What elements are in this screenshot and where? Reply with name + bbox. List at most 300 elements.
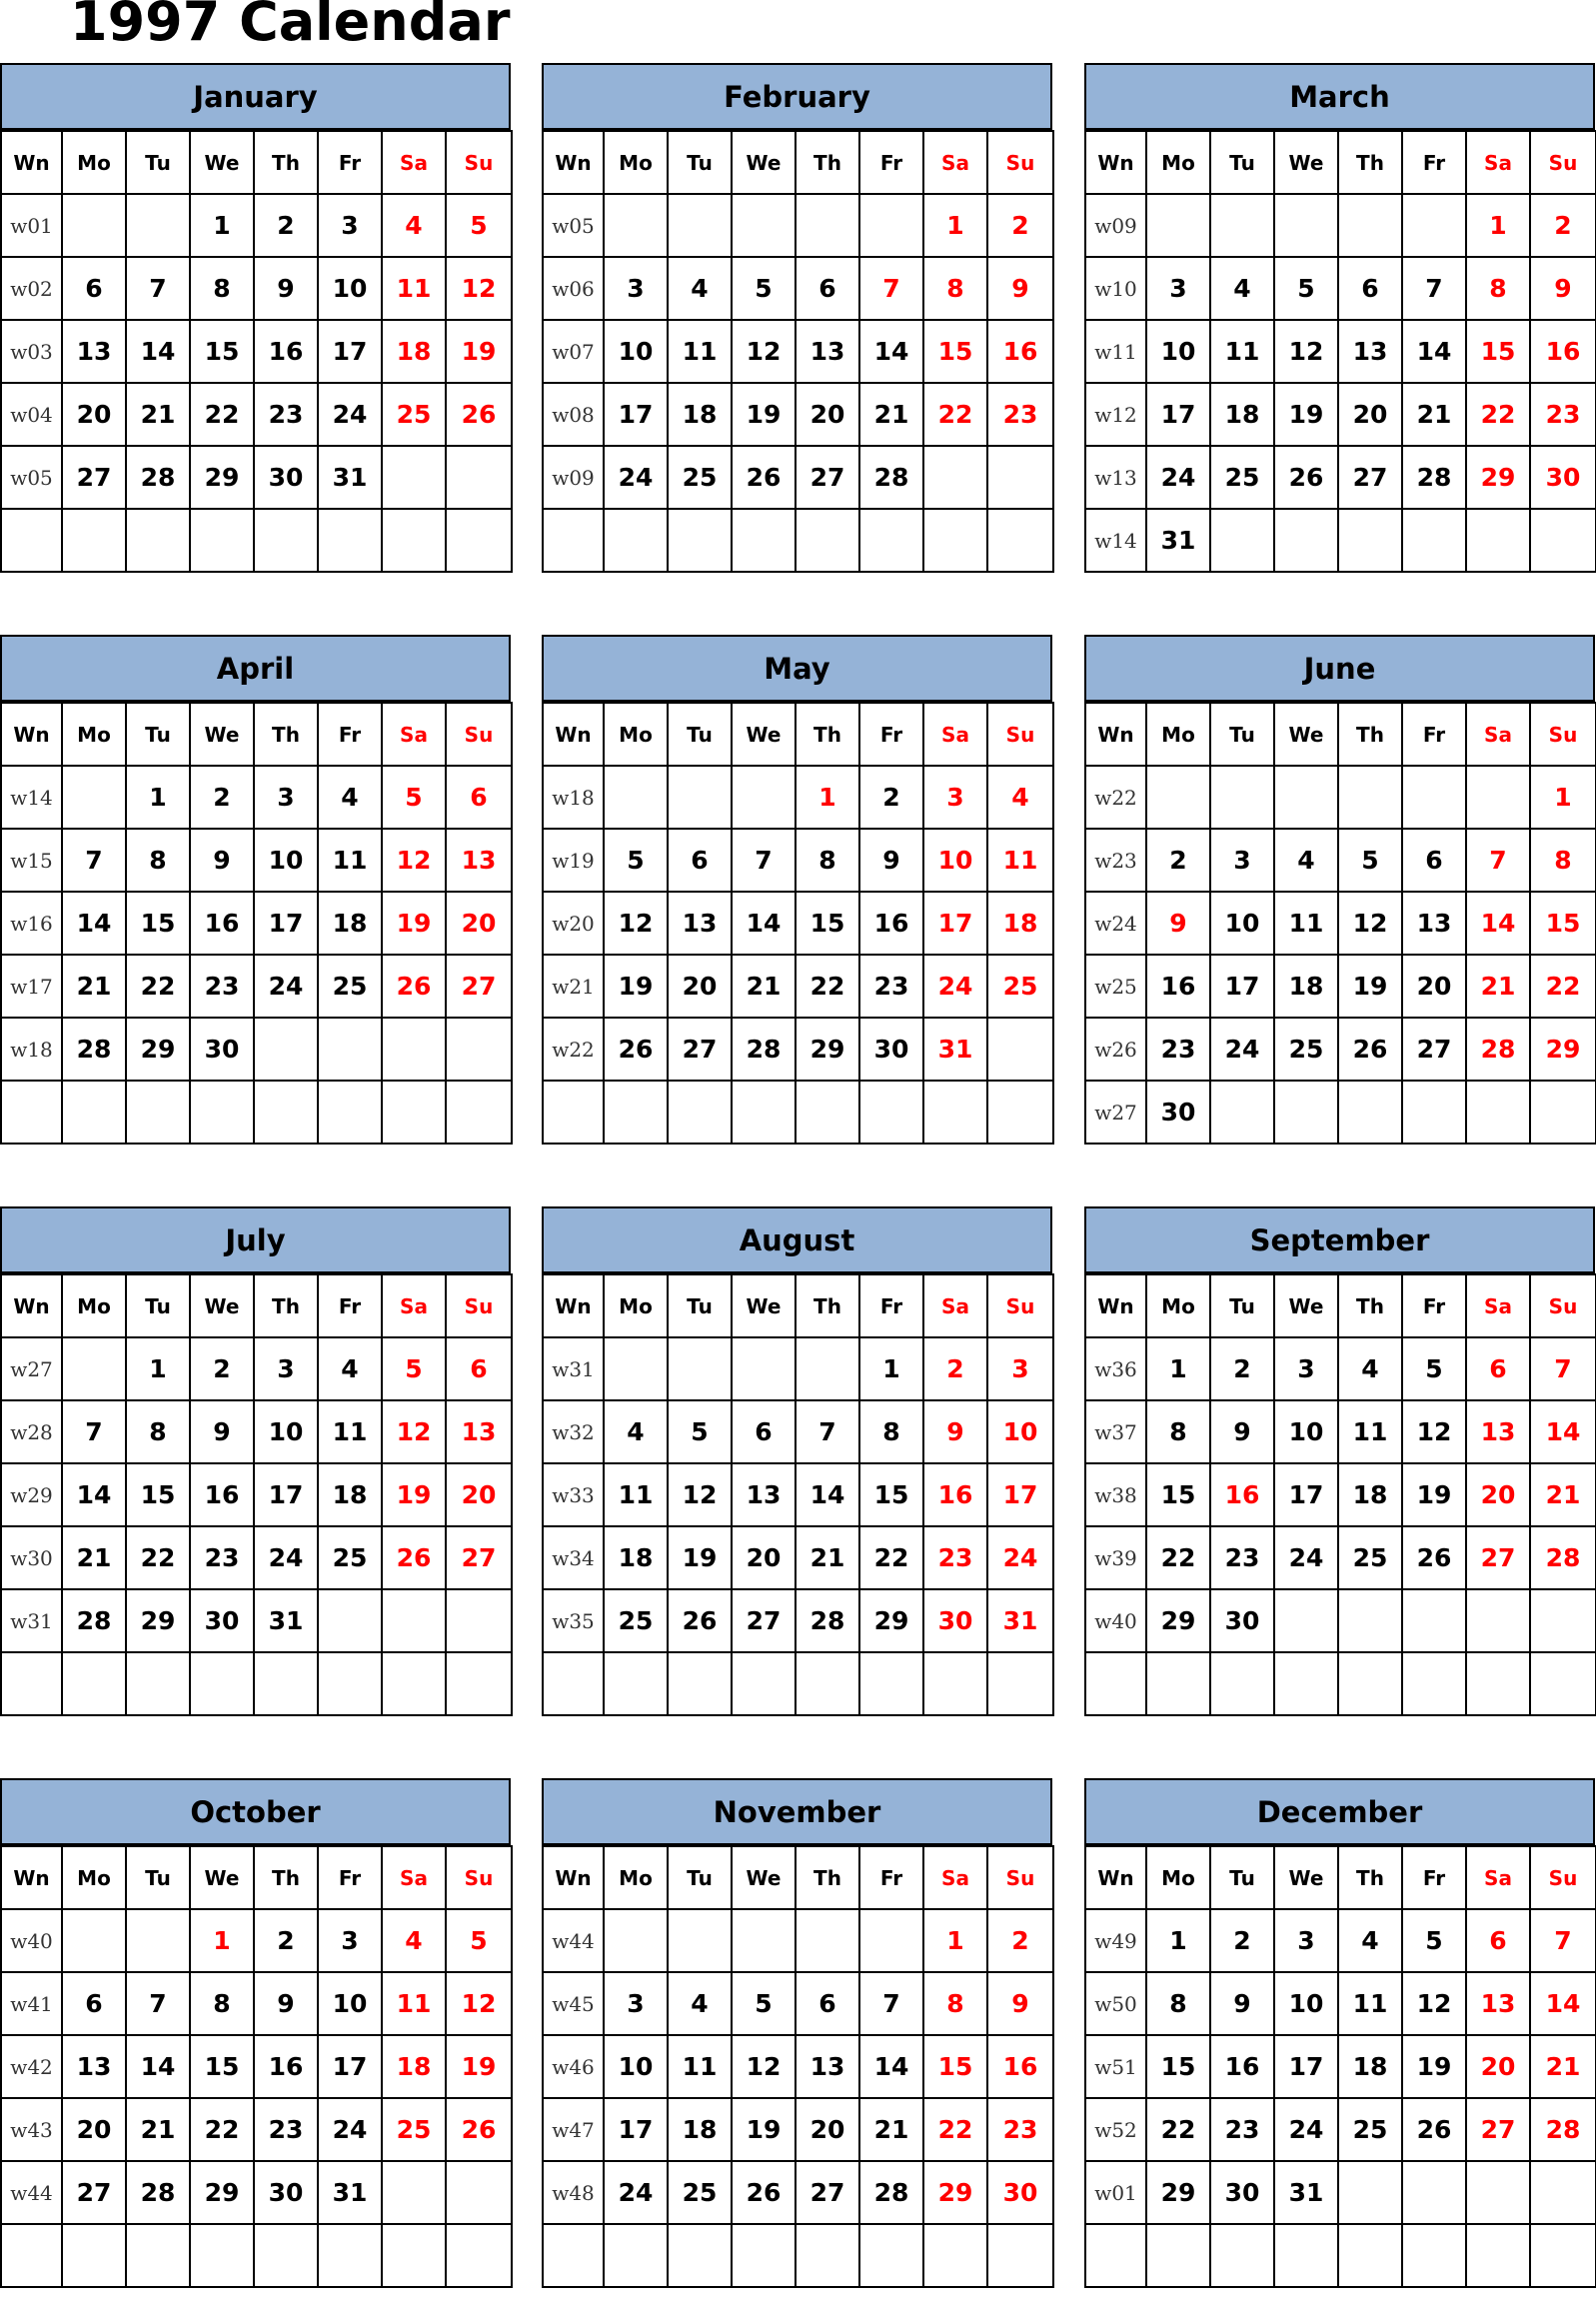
day-cell: 14 [859,320,923,383]
day-cell [382,1652,446,1715]
day-cell: 23 [254,2098,318,2161]
day-cell: 2 [190,1337,254,1400]
week-number: w14 [1,766,62,829]
day-cell: 5 [1274,257,1338,320]
week-row [543,1526,1053,1589]
weekday-header-row [543,131,1053,194]
day-cell [1530,1589,1596,1652]
week-row [543,2035,1053,2098]
day-cell: 10 [254,1400,318,1463]
day-cell: 20 [796,2098,859,2161]
day-cell: 21 [126,2098,190,2161]
day-cell: 19 [382,892,446,955]
weekday-header: Sa [923,1846,987,1909]
week-number: w30 [1,1526,62,1589]
weekday-header-row [1085,1274,1596,1337]
month-january [0,63,511,573]
day-cell: 12 [1338,892,1402,955]
day-cell: 29 [126,1018,190,1081]
day-cell: 6 [668,829,732,892]
day-cell [987,1081,1053,1144]
day-cell: 17 [254,892,318,955]
weekday-header: Wn [1085,1274,1146,1337]
week-number: w36 [1085,1337,1146,1400]
day-cell: 23 [190,955,254,1018]
day-cell: 3 [1146,257,1210,320]
weekday-header: Tu [126,1846,190,1909]
weekday-header: We [1274,131,1338,194]
day-cell [382,509,446,572]
day-cell: 25 [318,1526,382,1589]
week-row [1085,1337,1596,1400]
day-cell: 29 [1530,1018,1596,1081]
day-cell [668,1337,732,1400]
weekday-header: Tu [126,703,190,766]
month-title: November [542,1778,1052,1845]
day-cell [446,2224,512,2287]
day-cell [604,1337,668,1400]
weekday-header: We [732,1846,796,1909]
day-cell [1338,1652,1402,1715]
day-cell: 21 [1530,2035,1596,2098]
day-cell: 8 [923,1972,987,2035]
weekday-header: Fr [1402,1846,1466,1909]
weekday-header: We [190,1846,254,1909]
week-number: w51 [1085,2035,1146,2098]
day-cell: 21 [1466,955,1530,1018]
day-cell [668,2224,732,2287]
day-cell [446,1018,512,1081]
day-cell: 18 [382,2035,446,2098]
month-april [0,635,511,1145]
day-cell: 17 [1210,955,1274,1018]
day-cell: 9 [190,829,254,892]
month-december [1084,1778,1595,2288]
day-cell: 23 [1146,1018,1210,1081]
week-number: w22 [543,1018,604,1081]
day-cell: 6 [446,1337,512,1400]
month-table [1084,1273,1596,1716]
weekday-header: Th [254,703,318,766]
day-cell: 10 [1146,320,1210,383]
week-row [1,1909,512,1972]
weekday-header: Su [1530,1846,1596,1909]
day-cell: 18 [318,1463,382,1526]
day-cell: 20 [732,1526,796,1589]
weekday-header: Tu [126,131,190,194]
day-cell: 12 [1274,320,1338,383]
day-cell: 14 [62,1463,126,1526]
month-october [0,1778,511,2288]
day-cell: 1 [190,194,254,257]
month-title: April [0,635,511,702]
day-cell: 15 [923,2035,987,2098]
day-cell: 1 [1146,1909,1210,1972]
weekday-header: Tu [668,1846,732,1909]
weekday-header: Mo [604,703,668,766]
day-cell: 28 [62,1589,126,1652]
day-cell: 14 [859,2035,923,2098]
day-cell: 22 [126,1526,190,1589]
day-cell: 22 [923,2098,987,2161]
week-number: w29 [1,1463,62,1526]
day-cell: 19 [604,955,668,1018]
day-cell [604,509,668,572]
day-cell: 24 [923,955,987,1018]
week-number: w13 [1085,446,1146,509]
day-cell: 15 [190,320,254,383]
day-cell: 9 [987,257,1053,320]
month-march [1084,63,1595,573]
week-number: w06 [543,257,604,320]
day-cell: 9 [1146,892,1210,955]
day-cell: 21 [732,955,796,1018]
day-cell [1146,194,1210,257]
week-number [1,1652,62,1715]
month-title: October [0,1778,511,1845]
weekday-header: Sa [382,1846,446,1909]
weekday-header: Wn [1,1274,62,1337]
day-cell: 22 [923,383,987,446]
day-cell: 29 [190,2161,254,2224]
day-cell: 23 [1530,383,1596,446]
day-cell: 29 [126,1589,190,1652]
week-number: w23 [1085,829,1146,892]
day-cell [1466,2161,1530,2224]
day-cell [126,2224,190,2287]
week-row [1,1972,512,2035]
weekday-header: Su [1530,131,1596,194]
week-number: w12 [1085,383,1146,446]
day-cell: 7 [1466,829,1530,892]
week-number: w32 [543,1400,604,1463]
day-cell: 29 [190,446,254,509]
week-row [543,1909,1053,1972]
week-number [1,2224,62,2287]
day-cell: 2 [859,766,923,829]
day-cell: 14 [732,892,796,955]
week-row [1,1081,512,1144]
week-number: w11 [1085,320,1146,383]
day-cell: 1 [796,766,859,829]
day-cell [1530,509,1596,572]
week-row [1085,1081,1596,1144]
weekday-header: Th [1338,131,1402,194]
day-cell: 16 [923,1463,987,1526]
day-cell: 3 [254,1337,318,1400]
day-cell [1210,509,1274,572]
week-number: w21 [543,955,604,1018]
day-cell: 26 [446,383,512,446]
day-cell: 16 [1210,2035,1274,2098]
week-row [1085,1972,1596,2035]
month-may [542,635,1052,1145]
weekday-header: Fr [1402,131,1466,194]
week-number: w40 [1085,1589,1146,1652]
day-cell: 10 [1274,1972,1338,2035]
day-cell: 3 [987,1337,1053,1400]
day-cell: 7 [859,1972,923,2035]
day-cell: 14 [796,1463,859,1526]
weekday-header-row [543,1846,1053,1909]
day-cell [1274,2224,1338,2287]
week-number: w18 [543,766,604,829]
day-cell [1466,1081,1530,1144]
day-cell: 20 [446,1463,512,1526]
day-cell [62,2224,126,2287]
week-number [1085,2224,1146,2287]
day-cell: 29 [796,1018,859,1081]
weekday-header: Fr [1402,703,1466,766]
day-cell: 12 [1402,1400,1466,1463]
day-cell: 7 [126,257,190,320]
day-cell: 13 [796,320,859,383]
weekday-header-row [1,703,512,766]
day-cell [1146,766,1210,829]
day-cell: 8 [190,1972,254,2035]
week-row [1085,1652,1596,1715]
weekday-header: Tu [1210,1846,1274,1909]
day-cell: 6 [1466,1909,1530,1972]
day-cell: 17 [923,892,987,955]
day-cell: 5 [446,1909,512,1972]
day-cell [859,1081,923,1144]
day-cell [923,1081,987,1144]
day-cell: 21 [126,383,190,446]
day-cell: 12 [382,829,446,892]
day-cell [604,766,668,829]
day-cell: 18 [1210,383,1274,446]
day-cell: 8 [796,829,859,892]
day-cell: 15 [1146,1463,1210,1526]
week-number: w45 [543,1972,604,2035]
day-cell [62,1652,126,1715]
day-cell [987,446,1053,509]
week-number [543,2224,604,2287]
day-cell: 9 [1210,1972,1274,2035]
day-cell [62,1081,126,1144]
day-cell: 5 [1402,1909,1466,1972]
day-cell: 24 [1274,1526,1338,1589]
day-cell: 26 [1402,2098,1466,2161]
day-cell [126,1652,190,1715]
week-row [1085,320,1596,383]
week-number: w50 [1085,1972,1146,2035]
day-cell: 15 [1530,892,1596,955]
month-table [1084,130,1596,573]
month-title: August [542,1206,1052,1273]
day-cell: 2 [254,194,318,257]
day-cell [1402,2224,1466,2287]
day-cell [1466,1652,1530,1715]
weekday-header: Su [987,131,1053,194]
day-cell: 13 [1466,1400,1530,1463]
day-cell: 19 [382,1463,446,1526]
day-cell: 18 [668,383,732,446]
weekday-header: Wn [543,1274,604,1337]
weekday-header: We [190,1274,254,1337]
day-cell: 11 [1210,320,1274,383]
day-cell: 24 [1146,446,1210,509]
weekday-header: We [732,131,796,194]
day-cell [1338,194,1402,257]
day-cell [668,1909,732,1972]
weekday-header: Fr [318,703,382,766]
week-row [543,892,1053,955]
weekday-header: Mo [604,1846,668,1909]
day-cell: 18 [1338,2035,1402,2098]
day-cell [732,766,796,829]
week-number: w44 [1,2161,62,2224]
day-cell: 19 [1338,955,1402,1018]
weekday-header: Fr [859,703,923,766]
month-title: July [0,1206,511,1273]
day-cell: 17 [1274,2035,1338,2098]
day-cell: 1 [923,194,987,257]
weekday-header: Su [446,703,512,766]
day-cell: 31 [318,446,382,509]
day-cell: 6 [796,257,859,320]
day-cell: 14 [1530,1400,1596,1463]
day-cell: 4 [668,1972,732,2035]
day-cell: 4 [1338,1337,1402,1400]
day-cell: 22 [1146,2098,1210,2161]
month-title: May [542,635,1052,702]
day-cell [923,509,987,572]
day-cell [796,1081,859,1144]
day-cell [796,1337,859,1400]
day-cell: 30 [859,1018,923,1081]
weekday-header-row [543,703,1053,766]
weekday-header: We [190,131,254,194]
day-cell: 11 [318,829,382,892]
day-cell: 22 [859,1526,923,1589]
day-cell: 22 [1466,383,1530,446]
weekday-header: Th [796,131,859,194]
day-cell: 10 [987,1400,1053,1463]
day-cell: 25 [318,955,382,1018]
day-cell [1402,1081,1466,1144]
weekday-header: Su [446,1274,512,1337]
week-row [1085,2161,1596,2224]
day-cell: 3 [254,766,318,829]
week-row [1085,766,1596,829]
week-row [1085,955,1596,1018]
day-cell: 15 [923,320,987,383]
day-cell [796,509,859,572]
day-cell: 23 [859,955,923,1018]
week-number [1,509,62,572]
day-cell: 16 [859,892,923,955]
day-cell [126,194,190,257]
day-cell [668,509,732,572]
day-cell: 9 [1210,1400,1274,1463]
day-cell [987,1652,1053,1715]
day-cell: 2 [190,766,254,829]
day-cell: 15 [126,1463,190,1526]
day-cell [732,2224,796,2287]
week-row [1085,1526,1596,1589]
day-cell: 25 [604,1589,668,1652]
day-cell: 2 [1210,1909,1274,1972]
week-row [1085,1589,1596,1652]
day-cell: 4 [1274,829,1338,892]
day-cell [1274,1589,1338,1652]
day-cell [1210,1652,1274,1715]
day-cell: 13 [1338,320,1402,383]
week-number: w43 [1,2098,62,2161]
day-cell: 20 [62,383,126,446]
day-cell: 17 [604,2098,668,2161]
month-september [1084,1206,1595,1716]
day-cell [1466,1589,1530,1652]
day-cell: 26 [668,1589,732,1652]
day-cell: 31 [923,1018,987,1081]
day-cell: 24 [254,955,318,1018]
week-number: w25 [1085,955,1146,1018]
day-cell [1338,509,1402,572]
month-table [0,1273,513,1716]
day-cell: 12 [604,892,668,955]
weekday-header: Tu [1210,1274,1274,1337]
weekday-header: We [1274,703,1338,766]
week-number: w05 [543,194,604,257]
day-cell: 13 [732,1463,796,1526]
week-number: w46 [543,2035,604,2098]
day-cell: 2 [1210,1337,1274,1400]
day-cell: 30 [1146,1081,1210,1144]
day-cell [254,1081,318,1144]
weekday-header: Wn [1085,131,1146,194]
day-cell: 30 [254,446,318,509]
day-cell: 11 [382,257,446,320]
day-cell: 11 [1274,892,1338,955]
month-table [542,1845,1054,2288]
day-cell: 6 [62,1972,126,2035]
day-cell: 29 [1146,2161,1210,2224]
week-row [1085,383,1596,446]
weekday-header: Su [446,1846,512,1909]
day-cell: 30 [1210,2161,1274,2224]
week-row [1,2035,512,2098]
week-number: w24 [1085,892,1146,955]
day-cell [732,1081,796,1144]
weekday-header: Th [254,131,318,194]
day-cell: 7 [62,1400,126,1463]
day-cell: 16 [190,1463,254,1526]
day-cell: 27 [446,1526,512,1589]
week-row [1,383,512,446]
week-number: w37 [1085,1400,1146,1463]
weekday-header: We [732,703,796,766]
day-cell: 24 [318,2098,382,2161]
day-cell [1402,509,1466,572]
weekday-header: Mo [1146,1274,1210,1337]
day-cell: 14 [1466,892,1530,955]
day-cell: 9 [190,1400,254,1463]
week-row [1,2224,512,2287]
day-cell: 30 [923,1589,987,1652]
day-cell [318,2224,382,2287]
week-row [1085,2035,1596,2098]
day-cell: 20 [1466,2035,1530,2098]
day-cell [1530,2224,1596,2287]
day-cell: 4 [668,257,732,320]
month-title: June [1084,635,1595,702]
day-cell: 14 [1402,320,1466,383]
week-row [1085,446,1596,509]
week-number: w42 [1,2035,62,2098]
